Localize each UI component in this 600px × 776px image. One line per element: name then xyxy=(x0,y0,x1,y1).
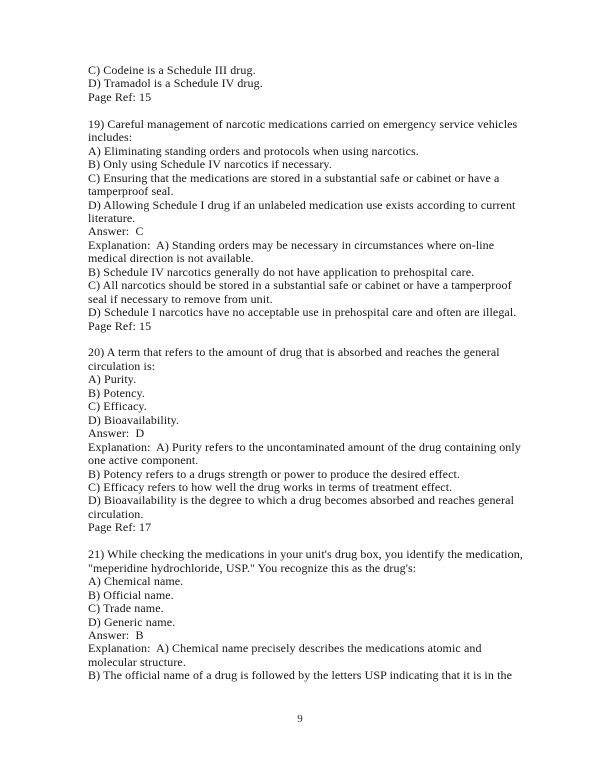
text-line: 19) Careful management of narcotic medications carried on emergency service vehicles xyxy=(88,116,518,131)
text-line: B) The official name of a drug is followed by the letters USP indicating that it is in the xyxy=(88,668,513,683)
question-18-continuation xyxy=(88,64,518,104)
text-line: 21) While checking the medications in your unit's drug box, you identify the medication, xyxy=(88,547,523,562)
text-line: medical direction is not available. xyxy=(88,251,254,266)
text-line: 20) A term that refers to the amount of drug that is absorbed and reaches the general xyxy=(88,345,500,360)
text-line: C) All narcotics should be stored in a substantial safe or cabinet or have a tamperproof xyxy=(88,278,512,293)
text-line: D) Allowing Schedule I drug if an unlabeled medication use exists according to current xyxy=(88,197,516,212)
text-line: D) Bioavailability is the degree to which a drug becomes absorbed and reaches general xyxy=(88,493,515,508)
text-line: A) Eliminating standing orders and protocols when using narcotics. xyxy=(88,143,419,158)
text-line: includes: xyxy=(88,130,133,145)
text-line: D) Tramadol is a Schedule IV drug. xyxy=(88,76,263,91)
text-line: seal if necessary to remove from unit. xyxy=(88,291,273,306)
text-line: "meperidine hydrochloride, USP." You recognize this as the drug's: xyxy=(88,560,417,575)
question-19 xyxy=(88,118,518,333)
document-body xyxy=(88,63,523,683)
text-line: C) Trade name. xyxy=(88,601,164,616)
text-line: C) Ensuring that the medications are stored in a substantial safe or cabinet or have a xyxy=(88,170,500,185)
text-line: Explanation: A) Purity refers to the uncontaminated amount of the drug containing only xyxy=(88,439,521,454)
text-line: D) Generic name. xyxy=(88,614,176,629)
text-line: B) Potency refers to a drugs strength or power to produce the desired effect. xyxy=(88,466,461,481)
question-20 xyxy=(88,345,521,535)
text-line: Answer: C xyxy=(88,224,144,239)
text-line: literature. xyxy=(88,210,136,225)
question-21 xyxy=(88,547,523,683)
page-number: 9 xyxy=(297,713,303,725)
text-line: Answer: D xyxy=(88,426,145,441)
text-line: Answer: B xyxy=(88,627,144,642)
text-line: tamperproof seal. xyxy=(88,184,174,199)
text-line: C) Efficacy. xyxy=(88,399,147,414)
text-line: A) Purity. xyxy=(88,372,137,387)
text-line: B) Schedule IV narcotics generally do not have application to prehospital care. xyxy=(88,264,475,279)
text-line: C) Efficacy refers to how well the drug works in terms of treatment effect. xyxy=(88,480,453,495)
text-line: circulation. xyxy=(88,506,144,521)
text-line: one active component. xyxy=(88,453,199,468)
text-line: Explanation: A) Standing orders may be necessary in circumstances where on-line xyxy=(88,237,495,252)
text-line: Explanation: A) Chemical name precisely describes the medications atomic and xyxy=(88,641,482,656)
text-line: Page Ref: 15 xyxy=(88,318,152,333)
text-line: D) Bioavailability. xyxy=(88,412,180,427)
text-line: Page Ref: 15 xyxy=(88,89,152,104)
text-line: D) Schedule I narcotics have no acceptable use in prehospital care and often are illegal. xyxy=(88,305,517,320)
text-line: Page Ref: 17 xyxy=(88,520,152,535)
text-line: C) Codeine is a Schedule III drug. xyxy=(88,63,256,77)
text-line: B) Official name. xyxy=(88,587,174,602)
text-line: molecular structure. xyxy=(88,654,186,669)
text-line: circulation is: xyxy=(88,358,156,373)
text-line: B) Only using Schedule IV narcotics if necessary. xyxy=(88,157,332,172)
text-line: A) Chemical name. xyxy=(88,574,184,589)
text-line: B) Potency. xyxy=(88,385,145,400)
